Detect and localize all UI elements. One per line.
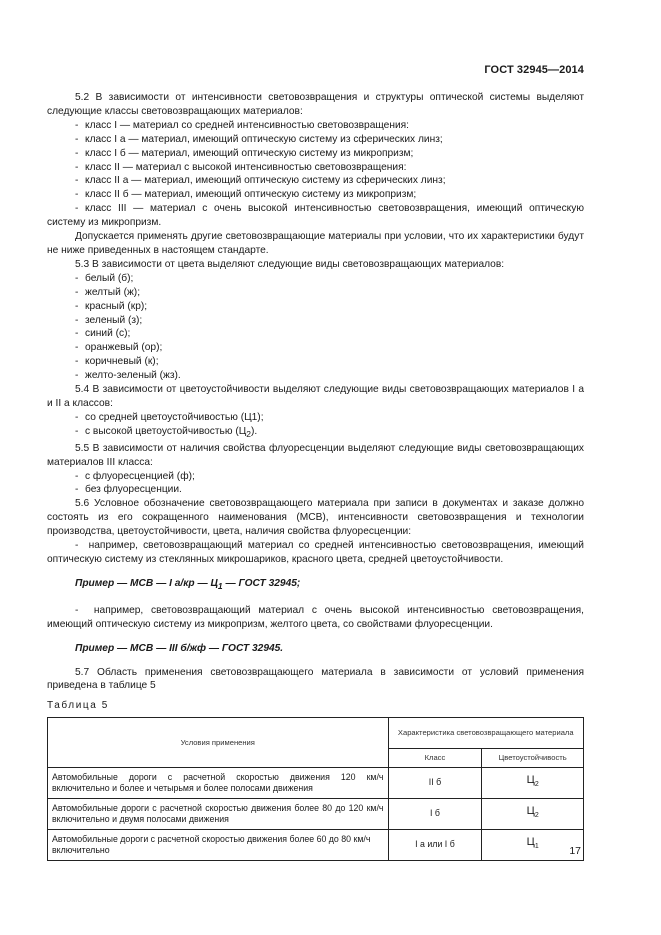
list-item: - с высокой цветоустойчивостью $(Ц_2)$. [75,425,258,439]
list-item: - класс II а — материал, имеющий оптическую систему из сферических линз; [75,175,446,187]
section-5-2-intro: 5.2 В зависимости от интенсивности световозвращения и структуры оптической системы выделяют следующие классы световозвращающих материалов: [47,92,584,117]
list-item: - коричневый (к); [75,356,159,368]
list-item: - класс III — материал с очень высокой интенсивностью световозвращения, имеющий оптическую систему из микропризм. [47,203,584,229]
list-item: - желтый (ж); [75,286,141,298]
header-conditions: Условия применения [48,718,389,768]
list-item: - со средней цветоустойчивостью (Ц1); [75,411,264,423]
list-item: - с флуоресценцией (ф); [75,470,195,482]
header-colorfastness: Цветоустойчивость [482,749,584,768]
class-list [47,119,584,230]
table-row: Автомобильные дороги с расчетной скоростью движения более 80 до 120 км/ч включительно и двумя полосами движения I б $Ц_2$ [48,799,584,830]
list-item: - синий (с); [75,328,131,340]
color-list [47,272,584,383]
table-row: Автомобильные дороги с расчетной скоростью движения более 60 до 80 км/ч включительно I а или I б $Ц_1$ [48,830,584,861]
list-item: - класс I а — материал, имеющий оптическую систему из сферических линз; [75,133,443,145]
list-item: - желто-зеленый (жз). [75,370,181,382]
example-2-text: - например, световозвращающий материал с очень высокой интенсивностью световозвращения, имеющий оптическую систему из микропризм, желтого цвета, со свойствами флуоресценции. [47,604,584,630]
section-5-6-intro: 5.6 Условное обозначение световозвращающего материала при записи в документах и заказе должно состоять из его сокращенного наименования (МСВ), интенсивности световозвращения и технологии производства, цветоустойчивости, цвета, наличия свойства флуоресценции: [47,498,584,538]
section-5-3-intro: 5.3 В зависимости от цвета выделяют следующие виды световозвращающих материалов: [75,258,505,270]
header-characteristic: Характеристика световозвращающего материала [388,718,584,749]
example-1-code: Пример — МСВ — I а/кр — $Ц_1$ — ГОСТ 32945; [75,577,301,591]
list-item: - класс I б — материал, имеющий оптическую систему из микропризм; [75,147,414,159]
list-item: - класс I — материал со средней интенсивностью световозвращения: [75,119,409,131]
section-5-4-intro: 5.4 В зависимости от цветоустойчивости выделяют следующие виды световозвращающих материалов I а и II а классов: [47,384,584,409]
document-id: ГОСТ 32945—2014 [484,64,584,76]
colorfastness-list [47,411,584,442]
list-item: - красный (кр); [75,300,148,312]
section-5-7-intro: 5.7 Область применения световозвращающего материала в зависимости от условий применения приведена в таблице 5 [47,666,584,692]
example-1-text: - например, световозвращающий материал со средней интенсивностью световозвращения, имеющий оптическую систему из стеклянных микрошариков, красного цвета, средней цветоустойчивости. [47,540,584,565]
document-body [47,91,584,861]
header-class: Класс [388,749,482,768]
fluorescence-list [47,470,584,498]
page-number: 17 [569,845,581,857]
table-caption: Таблица 5 [47,700,109,712]
list-item: - белый (б); [75,272,134,284]
section-5-5-intro: 5.5 В зависимости от наличия свойства флуоресценции выделяют следующие виды световозвращающих материалов III класса: [47,442,584,468]
table-row: Автомобильные дороги с расчетной скоростью движения 120 км/ч включительно и более и четырьмя и более полосами движения II б $Ц_2$ [48,768,584,799]
list-item: - класс II б — материал, имеющий оптическую систему из микропризм; [75,189,417,201]
list-item: - без флуоресценции. [75,484,182,496]
example-2-code: Пример — МСВ — III б/жф — ГОСТ 32945. [75,642,284,654]
section-5-2-note: Допускается применять другие световозвращающие материалы при условии, что их характеристики будут не ниже приведенных в настоящем стандарте. [47,231,584,256]
list-item: - класс II — материал с высокой интенсивностью световозвращения: [75,161,407,173]
list-item: - оранжевый (ор); [75,342,163,354]
table-5 [47,717,584,861]
list-item: - зеленый (з); [75,314,143,326]
